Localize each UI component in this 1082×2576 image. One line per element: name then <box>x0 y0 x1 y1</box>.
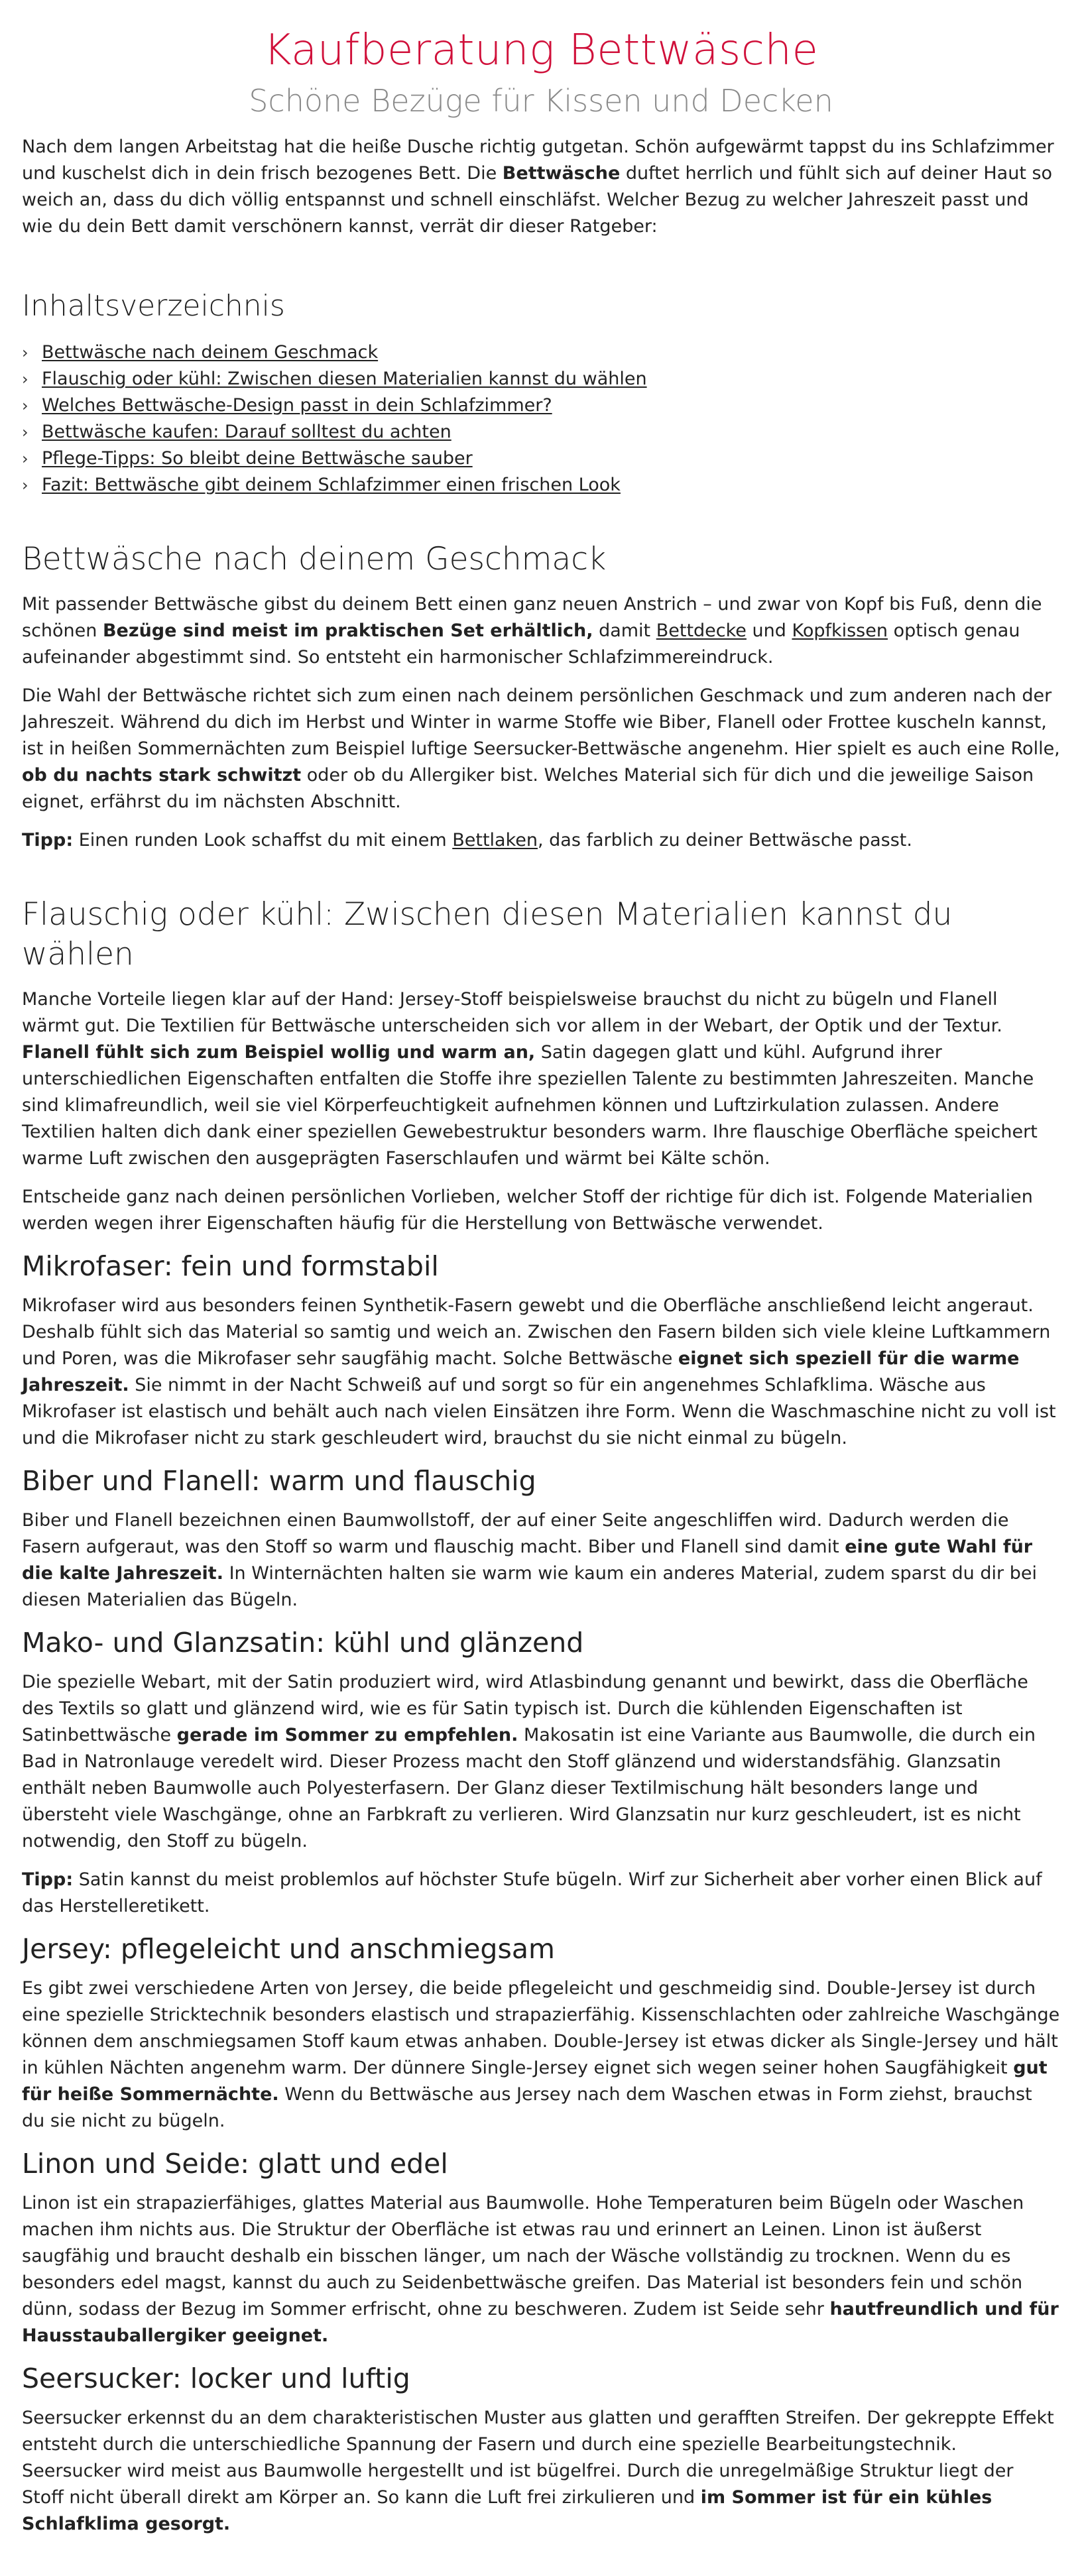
chevron-right-icon: › <box>22 396 29 415</box>
chevron-right-icon: › <box>22 370 29 388</box>
toc-link[interactable]: Pflege-Tipps: So bleibt deine Bettwäsche sauber <box>42 448 473 469</box>
section-heading-geschmack: Bettwäsche nach deinem Geschmack <box>22 541 607 577</box>
toc-link[interactable]: Bettwäsche kaufen: Darauf solltest du achten <box>42 422 451 442</box>
toc-link[interactable]: Flauschig oder kühl: Zwischen diesen Materialien kannst du wählen <box>42 369 647 389</box>
toc-link[interactable]: Fazit: Bettwäsche gibt deinem Schlafzimmer einen frischen Look <box>42 475 621 495</box>
paragraph: Seersucker erkennst du an dem charakteristischen Muster aus glatten und gerafften Streifen. Der gekreppte Effekt entsteht durch die unterschiedliche Spannung der Fasern und durch eine spezielle Bearbeitungstechnik. Seersucker wird meist aus Baumwolle hergestellt und ist bügelfrei. Durch die unregelmäßige Struktur liegt der Stoff nicht überall direkt am Körper an. So kann die Luft frei zirkulieren und im Sommer ist für ein kühles Schlafklima gesorgt. <box>22 2408 1054 2534</box>
paragraph: Mit passender Bettwäsche gibst du deinem Bett einen ganz neuen Anstrich – und zwar von Kopf bis Fuß, denn die schönen Bezüge sind meist im praktischen Set erhältlich, damit Bettdecke und Kopfkissen optisch genau aufeinander abgestimmt sind. So entsteht ein harmonischer Schlafzimmereindruck. <box>22 594 1042 668</box>
chevron-right-icon: › <box>22 343 29 362</box>
article <box>22 25 1060 2576</box>
paragraph: Entscheide ganz nach deinen persönlichen Vorlieben, welcher Stoff der richtige für dich ist. Folgende Materialien werden wegen ihrer Eigenschaften häufig für die Herstellung von Bettwäsche verwendet. <box>22 1187 1033 1234</box>
page-subtitle: Schöne Bezüge für Kissen und Decken <box>249 83 833 119</box>
paragraph: Die Wahl der Bettwäsche richtet sich zum einen nach deinem persönlichen Geschmack und zum anderen nach der Jahreszeit. Während du dich im Herbst und Winter in warme Stoffe wie Biber, Flanell oder Frottee kuscheln kannst, ist in heißen Sommernächten zum Beispiel luftige Seersucker-Bettwäsche angenehm. Hier spielt es auch eine Rolle, ob du nachts stark schwitzt oder ob du Allergiker bist. Welches Material sich für dich und die jeweilige Saison eignet, erfährst du im nächsten Abschnitt. <box>22 685 1060 812</box>
table-of-contents <box>22 339 1060 498</box>
tip-paragraph: Tipp: Satin kannst du meist problemlos auf höchster Stufe bügeln. Wirf zur Sicherheit aber vorher einen Blick auf das Herstelleretikett. <box>22 1869 1042 1916</box>
toc-link[interactable]: Bettwäsche nach deinem Geschmack <box>42 342 379 363</box>
toc-item[interactable] <box>22 339 1060 366</box>
subheading-mikrofaser: Mikrofaser: fein und formstabil <box>22 1250 439 1282</box>
bettdecke-link[interactable]: Bettdecke <box>656 620 747 641</box>
toc-item[interactable] <box>22 472 1060 498</box>
chevron-right-icon: › <box>22 423 29 441</box>
subheading-biber: Biber und Flanell: warm und flauschig <box>22 1465 536 1497</box>
paragraph: Manche Vorteile liegen klar auf der Hand: Jersey-Stoff beispielsweise brauchst du nicht zu bügeln und Flanell wärmt gut. Die Textilien für Bettwäsche unterscheiden sich vor allem in der Webart, der Optik und der Textur. Flanell fühlt sich zum Beispiel wollig und warm an, Satin dagegen glatt und kühl. Aufgrund ihrer unterschiedlichen Eigenschaften entfalten die Stoffe ihre speziellen Talente zu bestimmten Jahreszeiten. Manche sind klimafreundlich, weil sie viel Körperfeuchtigkeit aufnehmen können und Luftzirkulation zulassen. Andere Textilien halten dich dank einer speziellen Gewebestruktur besonders warm. Ihre flauschige Oberfläche speichert warme Luft zwischen den ausgeprägten Faserschlaufen und wärmt bei Kälte schön. <box>22 989 1038 1169</box>
paragraph: Die spezielle Webart, mit der Satin produziert wird, wird Atlasbindung genannt und bewirkt, dass die Oberfläche des Textils so glatt und glänzend wird, wie es für Satin typisch ist. Durch die kühlenden Eigenschaften ist Satinbettwäsche gerade im Sommer zu empfehlen. Makosatin ist eine Variante aus Baumwolle, die durch ein Bad in Natronlauge veredelt wird. Dieser Prozess macht den Stoff glänzend und widerstandsfähig. Glanzsatin enthält neben Baumwolle auch Polyesterfasern. Der Glanz dieser Textilmischung hält besonders lange und übersteht viele Waschgänge, ohne an Farbkraft zu verlieren. Wird Glanzsatin nur kurz geschleudert, ist es nicht notwendig, den Stoff zu bügeln. <box>22 1672 1036 1851</box>
toc-heading: Inhaltsverzeichnis <box>22 289 285 323</box>
paragraph: Linon ist ein strapazierfähiges, glattes Material aus Baumwolle. Hohe Temperaturen beim Bügeln oder Waschen machen ihm nichts aus. Die Struktur der Oberfläche ist etwas rau und erinnert an Leinen. Linon ist äußerst saugfähig und braucht deshalb ein bisschen länger, um nach der Wäsche vollständig zu trocknen. Wenn du es besonders edel magst, kannst du auch zu Seidenbettwäsche greifen. Das Material ist besonders fein und schön dünn, sodass der Bezug im Sommer erfrischt, ohne zu beschweren. Zudem ist Seide sehr hautfreundlich und für Hausstauballergiker geeignet. <box>22 2193 1059 2346</box>
toc-item[interactable] <box>22 366 1060 392</box>
tip-paragraph: Tipp: Einen runden Look schaffst du mit einem Bettlaken, das farblich zu deiner Bettwäsche passt. <box>22 830 912 850</box>
bettlaken-link[interactable]: Bettlaken <box>452 830 538 850</box>
kopfkissen-link[interactable]: Kopfkissen <box>792 620 888 641</box>
intro-paragraph: Nach dem langen Arbeitstag hat die heiße Dusche richtig gutgetan. Schön aufgewärmt tappst du ins Schlafzimmer und kuschelst dich in dein frisch bezogenes Bett. Die Bettwäsche duftet herrlich und fühlt sich auf deiner Haut so weich an, dass du dich völlig entspannst und schnell einschläfst. Welcher Bezug zu welcher Jahreszeit passt und wie du dein Bett damit verschönern kannst, verrät dir dieser Ratgeber: <box>22 137 1054 237</box>
paragraph: Biber und Flanell bezeichnen einen Baumwollstoff, der auf einer Seite angeschliffen wird. Dadurch werden die Fasern aufgeraut, was den Stoff so warm und flauschig macht. Biber und Flanell sind damit eine gute Wahl für die kalte Jahreszeit. In Winternächten halten sie warm wie kaum ein anderes Material, zudem sparst du dir bei diesen Materialien das Bügeln. <box>22 1510 1037 1610</box>
page-title: Kaufberatung Bettwäsche <box>263 26 819 75</box>
subheading-mako: Mako- und Glanzsatin: kühl und glänzend <box>22 1627 584 1659</box>
toc-item[interactable] <box>22 392 1060 419</box>
section-heading-materialien: Flauschig oder kühl: Zwischen diesen Materialien kannst du wählen <box>22 896 953 972</box>
subheading-linon: Linon und Seide: glatt und edel <box>22 2148 448 2180</box>
toc-item[interactable] <box>22 445 1060 472</box>
subheading-seersucker: Seersucker: locker und luftig <box>22 2363 410 2394</box>
chevron-right-icon: › <box>22 476 29 495</box>
paragraph: Es gibt zwei verschiedene Arten von Jersey, die beide pflegeleicht und geschmeidig sind. Double-Jersey ist durch eine spezielle Stricktechnik besonders elastisch und strapazierfähig. Kissenschlachten oder zahlreiche Waschgänge können dem anschmiegsamen Stoff kaum etwas anhaben. Double-Jersey ist etwas dicker als Single-Jersey und hält in kühlen Nächten angenehm warm. Der dünnere Single-Jersey eignet sich wegen seiner hohen Saugfähigkeit gut für heiße Sommernächte. Wenn du Bettwäsche aus Jersey nach dem Waschen etwas in Form ziehst, brauchst du sie nicht zu bügeln. <box>22 1978 1060 2131</box>
subheading-jersey: Jersey: pflegeleicht und anschmiegsam <box>22 1933 555 1965</box>
paragraph: Mikrofaser wird aus besonders feinen Synthetik-Fasern gewebt und die Oberfläche anschließend leicht angeraut. Deshalb fühlt sich das Material so samtig und weich an. Zwischen den Fasern bilden sich viele kleine Luftkammern und Poren, was die Mikrofaser sehr saugfähig macht. Solche Bettwäsche eignet sich speziell für die warme Jahreszeit. Sie nimmt in der Nacht Schweiß auf und sorgt so für ein angenehmes Schlafklima. Wäsche aus Mikrofaser ist elastisch und behält auch nach vielen Einsätzen ihre Form. Wenn die Waschmaschine nicht zu voll ist und die Mikrofaser nicht zu stark geschleudert wird, brauchst du sie nicht einmal zu bügeln. <box>22 1295 1056 1448</box>
toc-link[interactable]: Welches Bettwäsche-Design passt in dein Schlafzimmer? <box>42 395 552 416</box>
toc-item[interactable] <box>22 419 1060 445</box>
chevron-right-icon: › <box>22 449 29 468</box>
